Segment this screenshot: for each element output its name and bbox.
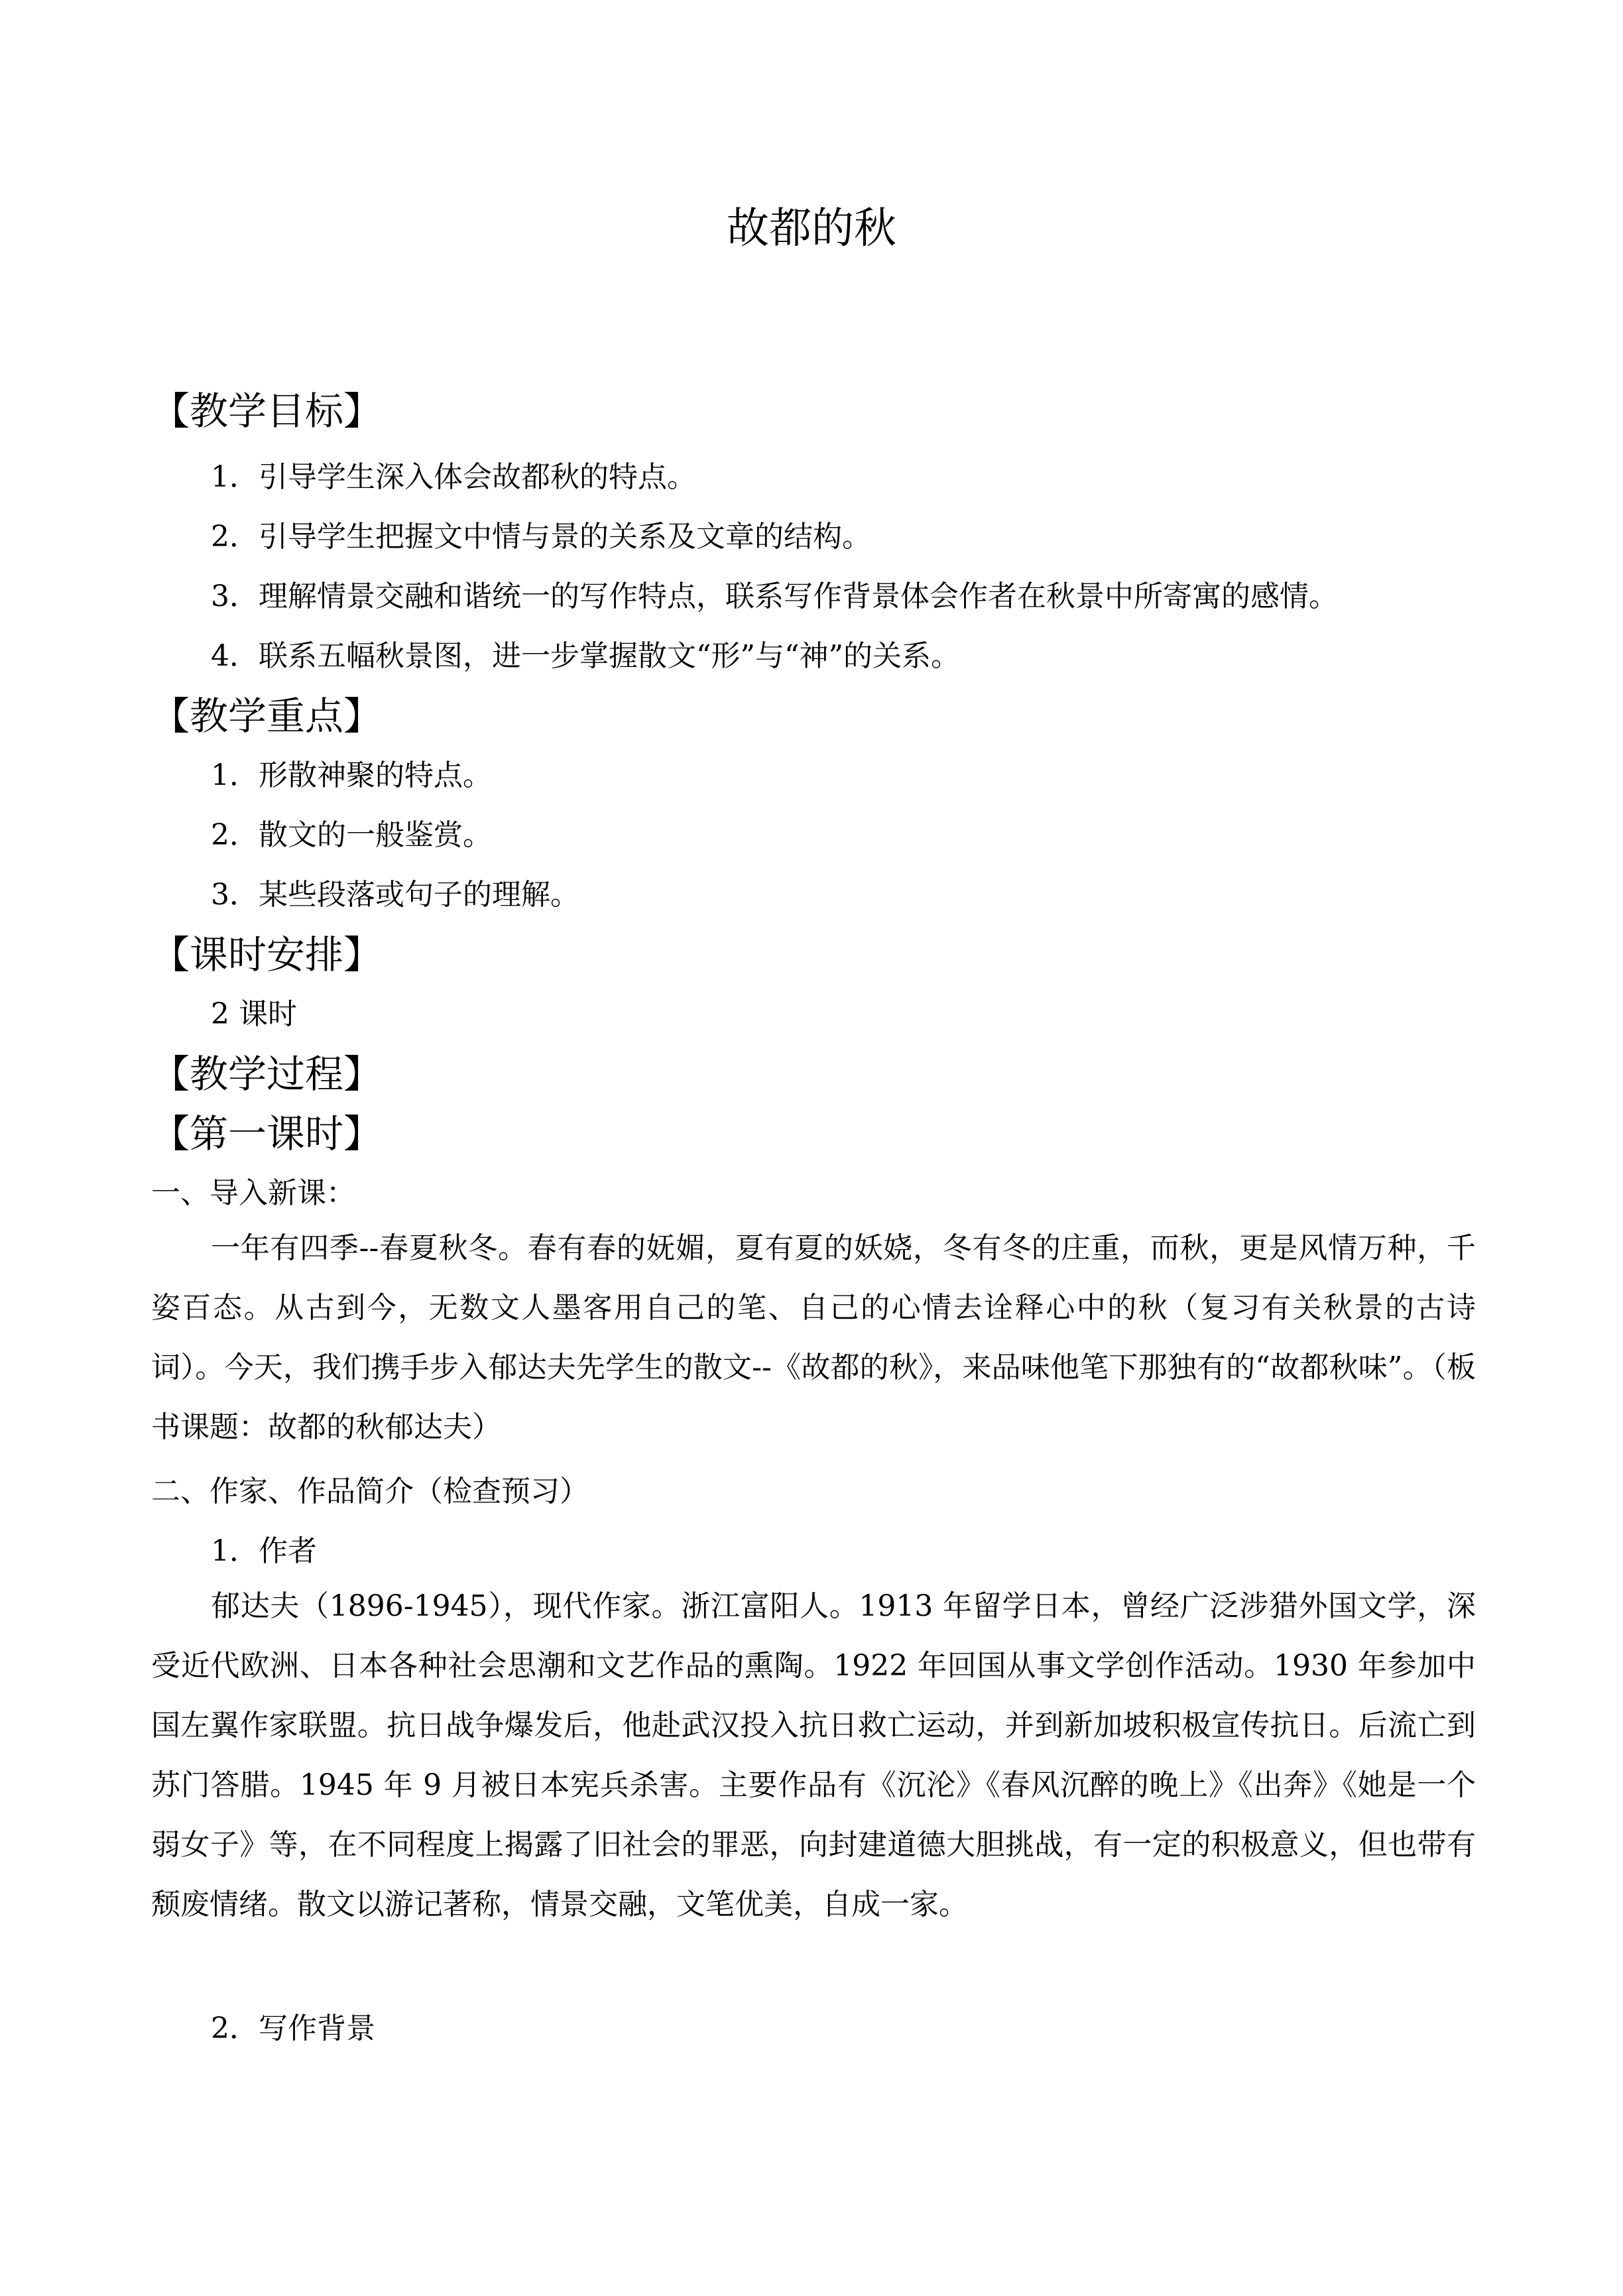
key-point-item-1: 1．形散神聚的特点。 bbox=[211, 758, 492, 792]
key-point-item-3: 3．某些段落或句子的理解。 bbox=[211, 878, 579, 912]
schedule-text: 2 课时 bbox=[211, 997, 297, 1031]
section1-paragraph: 一年有四季--春夏秋冬。春有春的妩媚，夏有夏的妖娆，冬有冬的庄重，而秋，更是风情万种，千姿百态。从古到今，无数文人墨客用自己的笔、自己的心情去诠释心中的秋（复习有关秋景的古诗词）。今天，我们携手步入郁达夫先学生的散文--《故都的秋》，来品味他笔下那独有的“故都秋味”。（板书课题：故都的秋郁达夫） bbox=[151, 1231, 1476, 1444]
process-heading: 【教学过程】 bbox=[151, 1052, 383, 1097]
schedule-heading: 【课时安排】 bbox=[151, 932, 383, 977]
key-points-heading: 【教学重点】 bbox=[151, 694, 383, 739]
objective-item-4: 4．联系五幅秋景图，进一步掌握散文“形”与“神”的关系。 bbox=[211, 639, 960, 673]
objectives-heading: 【教学目标】 bbox=[151, 389, 383, 434]
section2-sub1-paragraph: 郁达夫（1896-1945），现代作家。浙江富阳人。1913 年留学日本，曾经广泛涉猎外国文学，深受近代欧洲、日本各种社会思潮和文艺作品的熏陶。1922 年回国从事文学创作活动。1930 年参加中国左翼作家联盟。抗日战争爆发后，他赴武汉投入抗日救亡运动，并到新加坡积极宣传抗日。后流亡到苏门答腊。1945 年 9 月被日本宪兵杀害。主要作品有《沉沦》《春风沉醉的晚上》《出奔》《她是一个弱女子》等，在不同程度上揭露了旧社会的罪恶，向封建道德大胆挑战，有一定的积极意义，但也带有颓废情绪。散文以游记著称，情景交融，文笔优美，自成一家。 bbox=[151, 1589, 1476, 1921]
document-title: 故都的秋 bbox=[727, 204, 896, 253]
key-point-item-2: 2．散文的一般鉴赏。 bbox=[211, 818, 492, 852]
objective-item-3: 3．理解情景交融和谐统一的写作特点，联系写作背景体会作者在秋景中所寄寓的感情。 bbox=[211, 579, 1338, 613]
section2-sub2-title: 2．写作背景 bbox=[211, 2012, 375, 2045]
section2-title: 二、作家、作品简介（检查预习） bbox=[151, 1475, 589, 1508]
objective-item-2: 2．引导学生把握文中情与景的关系及文章的结构。 bbox=[211, 520, 871, 554]
objective-item-1: 1．引导学生深入体会故都秋的特点。 bbox=[211, 460, 696, 494]
section1-title: 一、导入新课： bbox=[151, 1176, 355, 1210]
lesson1-heading: 【第一课时】 bbox=[151, 1111, 383, 1156]
section2-sub1-title: 1．作者 bbox=[211, 1534, 317, 1568]
